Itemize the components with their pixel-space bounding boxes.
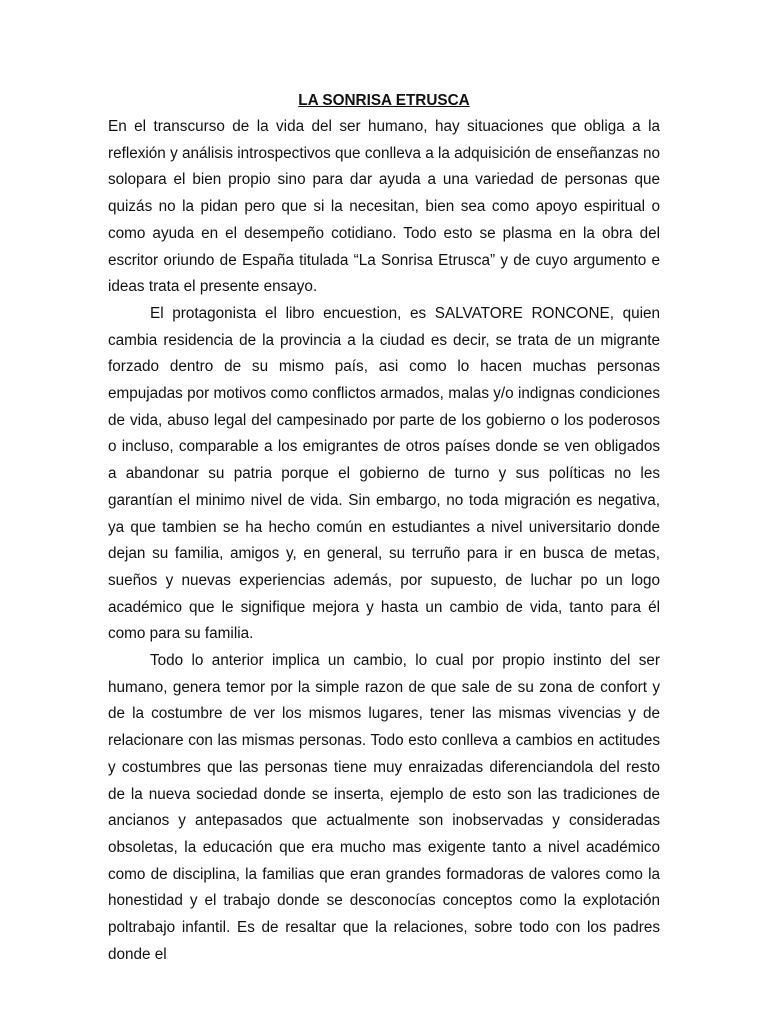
paragraph-3: Todo lo anterior implica un cambio, lo cual por propio instinto del ser humano, genera temor por la simple razon de que sale de su zona de confort y de la costumbre de ver los mismos lugares, tener las mismas vivencias y de relacionare con las mismas personas. Todo esto conlleva a cambios en actitudes y costumbres que las personas tiene muy enraizadas diferenciandola del resto de la nueva sociedad donde se inserta, ejemplo de esto son las tradiciones de ancianos y antepasados que actualmente son inobservadas y consideradas obsoletas, la educación que era mucho mas exigente tanto a nivel académico como de disciplina, la familias que eran grandes formadoras de valores como la honestidad y el trabajo donde se desconocías conceptos como la explotación poltrabajo infantil. Es de resaltar que la relaciones, sobre todo con los padres donde el	[108, 652, 660, 963]
paragraph-2: El protagonista el libro encuestion, es SALVATORE RONCONE, quien cambia residencia de la provincia a la ciudad es decir, se trata de un migrante forzado dentro de su mismo país, asi como lo hacen muchas personas empujadas por motivos como conflictos armados, malas y/o indignas condiciones de vida, abuso legal del campesinado por parte de los gobierno o los poderosos o incluso, comparable a los emigrantes de otros países donde se ven obligados a abandonar su patria porque el gobierno de turno y sus políticas no les garantían el minimo nivel de vida. Sin embargo, no toda migración es negativa, ya que tambien se ha hecho común en estudiantes a nivel universitario donde dejan su familia, amigos y, en general, su terruño para ir en busca de metas, sueños y nuevas experiencias además, por supuesto, de luchar po un logo académico que le signifique mejora y hasta un cambio de vida, tanto para él como para su familia.	[108, 304, 660, 643]
document-title: LA SONRISA ETRUSCA	[298, 92, 470, 109]
paragraph-1: En el transcurso de la vida del ser humano, hay situaciones que obliga a la reflexión y análisis introspectivos que conlleva a la adquisición de enseñanzas no solopara el bien propio sino para dar ayuda a una variedad de personas que quizás no la pidan pero que si la necesitan, bien sea como apoyo espiritual o como ayuda en el desempeño cotidiano. Todo esto se plasma en la obra del escritor oriundo de España titulada “La Sonrisa Etrusca” y de cuyo argumento e ideas trata el presente ensayo.	[108, 118, 660, 296]
